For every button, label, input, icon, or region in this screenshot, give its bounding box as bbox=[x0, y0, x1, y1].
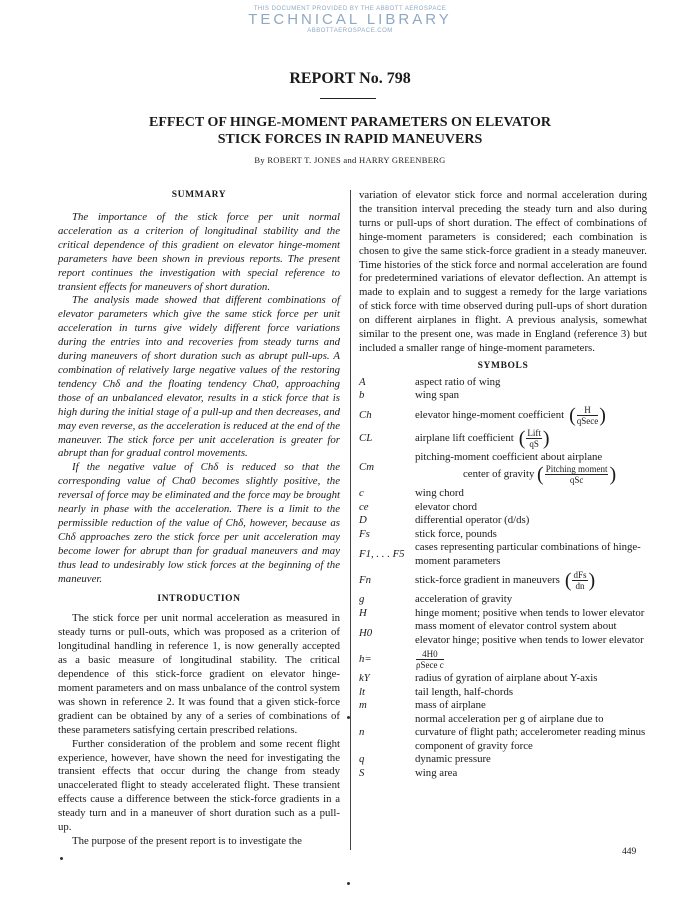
symbol-name: H0 bbox=[359, 627, 373, 640]
symbol-definition bbox=[415, 699, 647, 713]
symbol-definition bbox=[415, 405, 647, 426]
symbol-row bbox=[359, 672, 647, 686]
fraction-denominator: qSece bbox=[576, 415, 599, 426]
symbol-row bbox=[359, 405, 647, 426]
symbol-definition bbox=[415, 570, 647, 591]
symbols-list bbox=[359, 376, 647, 781]
summary-paragraph-3: If the negative value of Chδ is reduced so that the corresponding value of Chα0 becomes slightly positive, the reversal of force may be eliminated and the force may be brought nearly in phase with the acceleration. There is a limit to the permissible reduction of the value of Chδ, however, because as Chδ approaches zero the stick force per unit acceleration may become lower for abrupt than for gradual maneuvers and may thus lead to undesirably low stick forces at the beginning of the maneuver. bbox=[58, 461, 340, 585]
left-column bbox=[58, 188, 340, 849]
intro-continuation: variation of elevator stick force and normal acceleration during the transition interval preceding the steady turn and also during turns or pull-ups of short duration. The effect of combinations of hinge-moment parameters is considered; each combination is chosen to give the same stick-force gradient in a steady maneuver. Time histories of the stick force and normal acceleration are found for predetermined variations of elevator deflection. An attempt is made to explain and to suggest a remedy for the large variations of stick force with time observed during pull-ups of short duration on different airplanes in flight. A previous analysis, somewhat similar to the present one, was made in England (reference 3) but included a smaller range of hinge-moment parameters. bbox=[359, 189, 647, 354]
symbol-name: g bbox=[359, 593, 365, 606]
column-divider bbox=[350, 190, 351, 850]
symbol-row bbox=[359, 451, 647, 486]
fraction-denominator: qS bbox=[529, 438, 539, 449]
symbol-definition bbox=[415, 713, 647, 754]
symbol-name: kY bbox=[359, 672, 370, 685]
formula-fraction: ( $\frac{\text{dFs}}{dn}$ ) bbox=[559, 569, 596, 592]
fraction-denominator: qSc bbox=[569, 475, 584, 486]
intro-paragraph-2: Further consideration of the problem and some recent flight experience, however, have shown the need for investigating the transient effects that occur during the change from steady unaccelerated flight to steady accelerated flight. These transient effects cause a difference between the stick-force gradients in a steady turn and in a maneuver of short duration such as a pull-up. bbox=[58, 737, 340, 834]
scan-speck bbox=[347, 716, 350, 719]
symbol-definition bbox=[415, 487, 647, 501]
fraction-denominator: ρSece c bbox=[416, 660, 444, 671]
symbol-row bbox=[359, 501, 647, 515]
symbol-definition bbox=[415, 501, 647, 515]
paper-title bbox=[0, 114, 700, 148]
symbol-row bbox=[359, 593, 647, 607]
symbol-definition-text: elevator chord bbox=[415, 500, 478, 513]
symbol-row bbox=[359, 607, 647, 621]
symbol-definition-text: dynamic pressure bbox=[415, 753, 491, 766]
symbol-definition-text: hinge moment; positive when tends to lower elevator bbox=[415, 606, 645, 619]
symbol-row bbox=[359, 713, 647, 754]
summary-heading: SUMMARY bbox=[171, 190, 227, 200]
symbol-definition bbox=[415, 686, 647, 700]
symbol-name: b bbox=[359, 389, 365, 402]
fraction-numerator: H bbox=[577, 405, 599, 416]
symbol-definition bbox=[415, 607, 647, 621]
formula-fraction: ( $\frac{\text{Pitching moment}}{\text{qSc}}$ ) bbox=[537, 463, 617, 486]
symbol-definition-text: airplane lift coefficient bbox=[415, 431, 514, 444]
symbol-name: Ch bbox=[359, 408, 372, 421]
symbol-definition bbox=[415, 451, 647, 486]
summary-paragraph-1: The importance of the stick force per unit normal acceleration as a criterion of longitudinal stability and the critical dependence of this gradient on elevator hinge-moment parameters have been shown in previous reports. The present report continues the investigation with special reference to transient effects for maneuvers of short duration. bbox=[58, 211, 340, 293]
fraction-numerator: 4H0 bbox=[416, 649, 444, 660]
symbol-definition bbox=[415, 428, 647, 449]
symbols-heading: SYMBOLS bbox=[477, 360, 529, 371]
symbol-definition-text: mass of airplane bbox=[415, 699, 486, 712]
symbol-definition bbox=[415, 672, 647, 686]
symbol-row bbox=[359, 649, 647, 670]
fraction-numerator: Pitching moment bbox=[545, 464, 608, 475]
report-number: REPORT No. 798 bbox=[289, 70, 411, 87]
formula-fraction: ( $\frac{\text{Lift}}{qS}$ ) bbox=[513, 427, 550, 450]
symbol-row bbox=[359, 699, 647, 713]
watermark-line3: ABBOTTAEROSPACE.COM bbox=[307, 28, 393, 34]
symbol-name: Fn bbox=[359, 574, 371, 587]
symbol-name: n bbox=[359, 726, 365, 739]
symbol-row bbox=[359, 514, 647, 528]
symbol-definition bbox=[415, 528, 647, 542]
fraction-numerator: Lift bbox=[527, 427, 541, 438]
symbol-row bbox=[359, 376, 647, 390]
symbol-name: A bbox=[359, 375, 366, 388]
symbol-definition-text: center of gravity bbox=[463, 468, 538, 481]
watermark-line2: TECHNICAL LIBRARY bbox=[248, 11, 452, 28]
title-line1: EFFECT OF HINGE-MOMENT PARAMETERS ON ELEVATOR bbox=[148, 115, 552, 130]
symbol-definition bbox=[415, 620, 647, 647]
watermark-line1: THIS DOCUMENT PROVIDED BY THE ABBOTT AEROSPACE bbox=[253, 6, 447, 12]
title-rule bbox=[320, 98, 376, 99]
symbol-row bbox=[359, 570, 647, 591]
symbol-definition bbox=[415, 376, 647, 390]
symbol-definition-text: wing area bbox=[415, 766, 458, 779]
formula-fraction bbox=[415, 649, 445, 671]
symbol-name: S bbox=[359, 766, 365, 779]
symbol-name: h= bbox=[359, 653, 372, 666]
intro-paragraph-3: The purpose of the present report is to investigate the bbox=[72, 834, 302, 847]
fraction-numerator: dFs bbox=[573, 570, 587, 581]
symbol-definition bbox=[415, 753, 647, 767]
symbol-name: Fs bbox=[359, 527, 370, 540]
symbol-name: CL bbox=[359, 431, 373, 444]
watermark bbox=[0, 6, 700, 34]
introduction-heading: INTRODUCTION bbox=[157, 594, 241, 605]
summary-paragraph-2: The analysis made showed that different combinations of elevator parameters which give the same stick force per unit acceleration in turns give widely different force variations during the entries into and recoveries from steady turns and during maneuvers of short duration such as abrupt pull-ups. A combination of relatively large negative values of the restoring tendency Chδ and the floating tendency Chα0, approaching those of an unbalanced elevator, results in a stick force that is high during the initial stage of a pull-up and then decreases, and may even reverse, as the acceleration is reduced at the end of the maneuver. The stick force per unit acceleration is greater for abrupt than for gradual control movements. bbox=[58, 294, 340, 460]
symbol-definition-text: pitching-moment coefficient about airplane bbox=[415, 450, 603, 463]
symbol-definition-text: stick force, pounds bbox=[415, 527, 497, 540]
symbol-name: ce bbox=[359, 500, 369, 513]
fraction-denominator: dn bbox=[575, 581, 585, 592]
symbol-definition-text: radius of gyration of airplane about Y-axis bbox=[415, 672, 598, 685]
symbol-row bbox=[359, 753, 647, 767]
formula-fraction: ( $\frac{H}{\text{qSece}}$ ) bbox=[564, 404, 606, 427]
symbol-name: Cm bbox=[359, 461, 374, 474]
symbol-row bbox=[359, 389, 647, 403]
symbol-definition-text: wing chord bbox=[415, 487, 464, 500]
symbol-definition-text: wing span bbox=[415, 389, 460, 402]
symbol-definition-text: elevator hinge-moment coefficient bbox=[415, 408, 565, 421]
symbol-definition-text: normal acceleration per g of airplane due to curvature of flight path; accelerometer reading minus component of gravity force bbox=[415, 712, 646, 752]
symbol-name: H bbox=[359, 606, 367, 619]
page-number: 449 bbox=[622, 847, 637, 857]
title-line2: STICK FORCES IN RAPID MANEUVERS bbox=[217, 132, 483, 147]
symbol-name: c bbox=[359, 487, 364, 500]
symbol-row bbox=[359, 541, 647, 568]
symbol-definition bbox=[415, 389, 647, 403]
symbol-row bbox=[359, 620, 647, 647]
symbol-name: D bbox=[359, 514, 367, 527]
scan-speck bbox=[60, 857, 63, 860]
symbol-definition-text: differential operator (d/ds) bbox=[415, 514, 530, 527]
authors: By ROBERT T. JONES and HARRY GREENBERG bbox=[254, 155, 446, 165]
symbol-definition-text: stick-force gradient in maneuvers bbox=[415, 574, 560, 587]
symbol-definition-text: cases representing particular combinations of hinge-moment parameters bbox=[415, 541, 641, 567]
symbol-definition bbox=[415, 514, 647, 528]
symbol-definition bbox=[415, 593, 647, 607]
symbol-name: q bbox=[359, 753, 365, 766]
scan-speck bbox=[347, 882, 350, 885]
symbol-name: m bbox=[359, 699, 367, 712]
symbol-row bbox=[359, 686, 647, 700]
symbol-row bbox=[359, 487, 647, 501]
intro-paragraph-1: The stick force per unit normal acceleration as measured in steady turns or pull-outs, which was proposed as a criterion of longitudinal handling in reference 1, is now generally accepted as a basic measure of longitudinal stability. The critical dependence of this stick-force gradient on elevator hinge-moment parameters and on mass unbalance of the control system was shown in reference 2. It was found that a given stick-force gradient can be obtained by any of a series of combinations of these parameters satisfying certain prescribed relations. bbox=[58, 612, 340, 736]
symbol-definition-text: tail length, half-chords bbox=[415, 685, 514, 698]
symbol-name: F1, . . . F5 bbox=[359, 548, 405, 561]
symbol-definition-text: aspect ratio of wing bbox=[415, 375, 501, 388]
symbol-row bbox=[359, 528, 647, 542]
symbol-definition-text: acceleration of gravity bbox=[415, 593, 513, 606]
symbol-definition bbox=[415, 541, 647, 568]
right-column bbox=[359, 189, 647, 780]
symbol-definition bbox=[415, 767, 647, 781]
symbol-row bbox=[359, 767, 647, 781]
symbol-definition-text: mass moment of elevator control system about elevator hinge; positive when tends to lower elevator bbox=[415, 620, 644, 646]
symbol-row bbox=[359, 428, 647, 449]
symbol-definition bbox=[415, 649, 647, 670]
symbol-name: lt bbox=[359, 685, 365, 698]
